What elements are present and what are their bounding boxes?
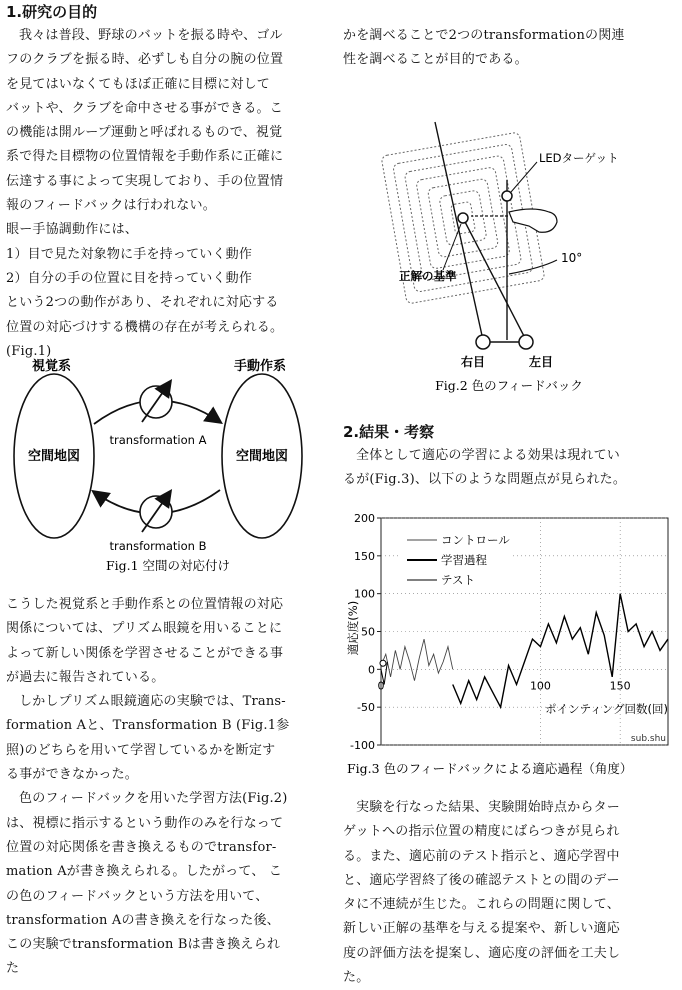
fig1-caption: Fig.1 空間の対応付け [105, 558, 231, 573]
text-line: の機能は開ループ運動と呼ばれるもので、視覚 [6, 125, 283, 141]
section1-title: 1.研究の目的 [6, 3, 98, 21]
x-tick-label: 150 [609, 679, 631, 693]
fig2-angle-label: 10° [561, 251, 583, 265]
right-results [343, 420, 676, 493]
text-line: るが(Fig.3)、以下のような問題点が見られた。 [343, 472, 627, 488]
text-line: という2つの動作があり、それぞれに対応する [6, 295, 279, 311]
text-line: 2）自分の手の位置に目を持っていく動作 [6, 270, 253, 286]
text-line: る。また、適応前のテスト指示と、適応学習中 [343, 848, 620, 864]
y-tick-label: -100 [350, 739, 375, 752]
fig1-label-motor: 手動作系 [234, 359, 287, 374]
text-line: この実験でtransformation Bは書き換えられ [6, 937, 281, 953]
text-line: 位置の対応づけする機構の存在が考えられる。 [6, 319, 284, 335]
text-line: よって新しい関係を学習させることができる事 [6, 645, 284, 661]
text-line: 全体として適応の学習による効果は現れてい [356, 448, 621, 463]
led-target [502, 191, 512, 201]
fig1-trans-b: transformation B [109, 539, 207, 553]
text-line: 1）目で見た対象物に手を持っていく動作 [6, 246, 253, 262]
test-marker [380, 660, 386, 666]
y-tick-label: 0 [368, 663, 375, 677]
text-line: 系で得た目標物の位置情報を手動作系に正確に [6, 149, 284, 165]
watermark: sub.shu [630, 734, 666, 744]
fig2-correct-label: 正解の基準 [399, 269, 457, 283]
led-label-leader [511, 162, 537, 192]
text-line: た [6, 961, 20, 977]
correct-label-leader [443, 224, 461, 270]
section2-title: 2.結果・考察 [343, 423, 435, 441]
text-line: 我々は普段、野球のバットを振る時や、ゴル [19, 28, 283, 43]
y-tick-label: 150 [354, 549, 375, 563]
fig2-led-label: LEDターゲット [539, 151, 619, 165]
series-line-1 [381, 639, 453, 681]
sight-line-left [435, 122, 483, 340]
text-line: た。 [343, 970, 370, 986]
fig3-caption: Fig.3 色のフィードバックによる適応過程（角度） [347, 761, 633, 776]
text-line: 性を調べることが目的である。 [343, 52, 528, 68]
fig1-diagram [6, 352, 330, 577]
text-line: が過去に報告されている。 [6, 669, 165, 685]
text-line: しかしプリズム眼鏡適応の実験では、Trans- [19, 694, 286, 710]
fig2-diagram [343, 110, 676, 400]
left-column [6, 0, 330, 364]
fig2-left-eye: 左目 [529, 355, 554, 369]
fig1-map-left: 空間地図 [27, 449, 81, 464]
y-tick-label: 200 [354, 512, 375, 525]
text-line: ゲットへの指示位置の精度にばらつきが見られ [343, 824, 620, 840]
text-line: と、適応学習終了後の確認テストとの間のデー [343, 872, 620, 888]
x-tick-label: 100 [529, 679, 551, 693]
right-eye-circle [476, 335, 490, 349]
text-line: 報のフィードバックは行われない。 [6, 198, 216, 214]
text-line: 色のフィードバックを用いた学習方法(Fig.2) [19, 791, 288, 807]
series-line-2 [453, 594, 668, 708]
text-line: 位置の対応関係を書き換えるものでtransfor- [6, 839, 277, 855]
text-line: バットや、クラブを命中させる事ができる。こ [6, 100, 283, 116]
text-line: 新しい正解の基準を与える提案や、新しい適応 [343, 921, 620, 937]
correct-point [458, 213, 468, 223]
y-axis-label: 適応度(%) [346, 600, 360, 656]
text-line: を見てはいなくてもほぼ正確に目標に対して [6, 76, 271, 92]
y-tick-label: -50 [357, 701, 375, 715]
left-lower-text [6, 593, 330, 982]
text-line: 照)のどちらを用いて学習しているかを断定す [6, 742, 276, 758]
fig1-trans-a: transformation A [109, 433, 207, 447]
fig1-label-visual: 視覚系 [32, 359, 72, 374]
legend-label: 学習過程 [441, 553, 487, 567]
legend-label: テスト [441, 573, 476, 587]
text-line: こうした視覚系と手動作系との位置情報の対応 [6, 597, 284, 612]
text-line: 実験を行なった結果、実験開始時点からター [356, 800, 621, 815]
angle-arc [509, 260, 557, 274]
x-tick-label: 0 [377, 679, 385, 693]
fig3-chart [343, 508, 676, 778]
text-line: タに不連続が生じた。これらの問題に関して、 [343, 897, 620, 913]
text-line: 度の評価方法を提案し、適応度の評価を工夫し [343, 945, 621, 961]
text-line: の色のフィードバックという方法を用いて、 [6, 888, 269, 904]
intro-paragraph [6, 24, 330, 364]
y-tick-label: 100 [354, 587, 375, 601]
text-line: formation Aと、Transformation B (Fig.1参 [6, 718, 290, 734]
text-line: 眼ー手協調動作には、 [6, 222, 139, 238]
text-line: 伝達する事によって実現しており、手の位置情 [6, 173, 284, 189]
text-line: (Fig.1) [6, 343, 52, 359]
y-tick-label: 50 [361, 625, 375, 639]
left-eye-circle [519, 335, 533, 349]
fig2-caption: Fig.2 色のフィードバック [435, 378, 583, 393]
text-line: る事ができなかった。 [6, 767, 139, 783]
hand-icon [509, 209, 557, 232]
text-line: フのクラブを振る時、必ずしも自分の腕の位置 [6, 52, 284, 68]
fig1-map-right: 空間地図 [235, 449, 289, 464]
x-axis-label: ポインティング回数(回) [545, 702, 668, 717]
text-line: transformation Aの書き換えを行なった後、 [6, 912, 280, 928]
text-line: 関係については、プリズム眼鏡を用いることに [6, 621, 283, 637]
fig2-right-eye: 右目 [461, 355, 486, 369]
right-final-text [343, 796, 676, 990]
text-line: は、視標に指示するという動作のみを行なって [6, 815, 284, 831]
text-line: mation Aが書き換えられる。したがって、 こ [6, 864, 283, 880]
legend-label: コントロール [441, 533, 510, 547]
right-top-text [343, 24, 676, 73]
text-line: かを調べることで2つのtransformationの関連 [343, 28, 625, 43]
